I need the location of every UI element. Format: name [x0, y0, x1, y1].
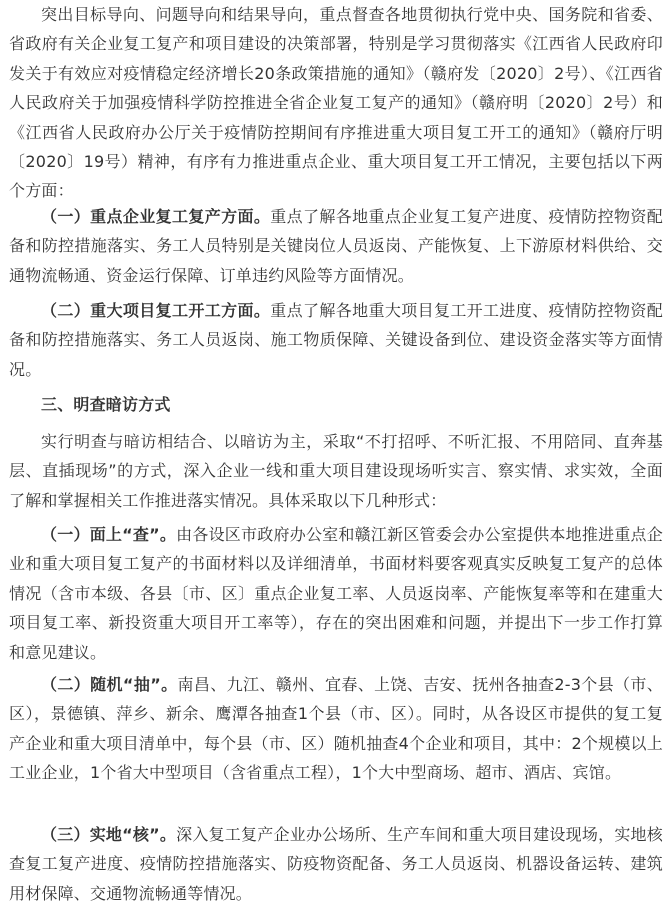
aspect1-paragraph [9, 202, 663, 290]
aspect1-heading: （一）重点企业复工复产方面。 [41, 207, 271, 226]
section3-heading: 三、明查暗访方式 [41, 395, 171, 414]
intro-paragraph [9, 0, 663, 206]
form2-paragraph [9, 670, 663, 788]
section3-intro: 实行明查与暗访相结合、以暗访为主，采取“不打招呼、不听汇报、不用陪同、直奔基层、直插现场”的方式，深入企业一线和重大项目建设现场听实言、察实情、求实效，全面了解和掌握相关工作推进落实情况。具体采取以下几种形式： [9, 432, 663, 510]
form3-body: 深入复工复产企业办公场所、生产车间和重大项目建设现场，实地核查复工复产进度、疫情防控措施落实、防疫物资配备、务工人员返岗、机器设备运转、建筑用材保障、交通物流畅通等情况。 [9, 825, 663, 903]
aspect2-paragraph [9, 296, 663, 384]
intro-text: 突出目标导向、问题导向和结果导向，重点督查各地贯彻执行党中央、国务院和省委、省政府有关企业复工复产和项目建设的决策部署，特别是学习贯彻落实《江西省人民政府印发关于有效应对疫情稳定经济增长20条政策措施的通知》（赣府发〔2020〕2号）、《江西省人民政府关于加强疫情科学防控推进全省企业复工复产的通知》（赣府明〔2020〕2号）和《江西省人民政府办公厅关于疫情防控期间有序推进重大项目复工开工的通知》（赣府厅明〔2020〕19号）精神，有序有力推进重点企业、重大项目复工开工情况，主要包括以下两个方面： [9, 5, 663, 201]
aspect2-body: 重点了解各地重大项目复工开工进度、疫情防控物资配备和防控措施落实、务工人员返岗、施工物质保障、关键设备到位、建设资金落实等方面情况。 [9, 301, 663, 379]
form2-body: 南昌、九江、赣州、宜春、上饶、吉安、抚州各抽查2-3个县（市、区），景德镇、萍乡、新余、鹰潭各抽查1个县（市、区）。同时，从各设区市提供的复工复产企业和重大项目清单中，每个县（市、区）随机抽查4个企业和项目，其中：2个规模以上工业企业，1个省大中型项目（含省重点工程），1个大中型商场、超市、酒店、宾馆。 [9, 675, 663, 783]
form2-heading: （二）随机“抽”。 [41, 675, 178, 694]
aspect1-body: 重点了解各地重点企业复工复产进度、疫情防控物资配备和防控措施落实、务工人员特别是关键岗位人员返岗、产能恢复、上下游原材料供给、交通物流畅通、资金运行保障、订单违约风险等方面情况。 [9, 207, 663, 285]
form1-body: 由各设区市政府办公室和赣江新区管委会办公室提供本地推进重点企业和重大项目复工复产的书面材料以及详细清单，书面材料要客观真实反映复工复产的总体情况（含市本级、各县〔市、区〕重点企业复工率、人员返岗率、产能恢复率等和在建重大项目复工率、新投资重大项目开工率等），存在的突出困难和问题，并提出下一步工作打算和意见建议。 [9, 525, 663, 662]
form3-heading: （三）实地“核”。 [41, 825, 177, 844]
aspect2-heading: （二）重大项目复工开工方面。 [41, 301, 271, 320]
form1-paragraph [9, 520, 663, 667]
section3-heading-paragraph [9, 390, 663, 419]
form3-paragraph [9, 820, 663, 908]
section3-intro-paragraph [9, 427, 663, 515]
form1-heading: （一）面上“查”。 [41, 525, 177, 544]
